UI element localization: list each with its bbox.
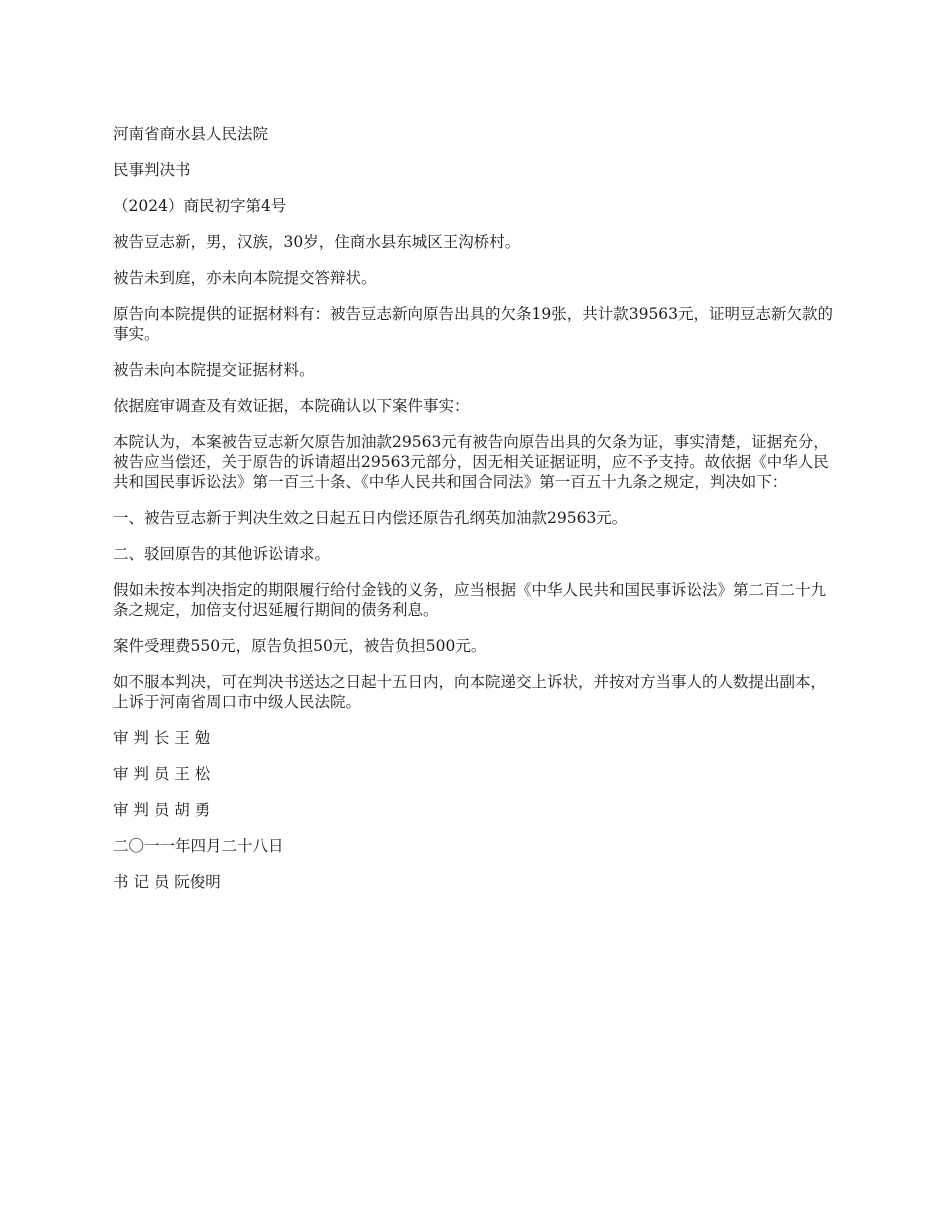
document-body [113,124,838,908]
judge-1: 审 判 员 王 松 [113,765,211,783]
plaintiff-evidence: 原告向本院提供的证据材料有：被告豆志新向原告出具的欠条19张，共计款39563元，证明豆志新欠款的事实。 [113,305,834,343]
defendant-absence: 被告未到庭，亦未向本院提交答辩状。 [113,269,377,287]
facts-intro: 依据庭审调查及有效证据，本院确认以下案件事实： [113,397,470,415]
appeal-notice: 如不服本判决，可在判决书送达之日起十五日内，向本院递交上诉状，并按对方当事人的人数提出副本，上诉于河南省周口市中级人民法院。 [113,673,827,711]
court-name: 河南省商水县人民法院 [113,125,269,143]
judge-2: 审 判 员 胡 勇 [113,801,211,819]
judgment-date: 二〇一一年四月二十八日 [113,837,284,855]
late-payment-notice: 假如未按本判决指定的期限履行给付金钱的义务，应当根据《中华人民共和国民事诉讼法》第二百二十九条之规定，加倍支付迟延履行期间的债务利息。 [113,581,827,619]
document-type: 民事判决书 [113,161,191,179]
court-clerk: 书 记 员 阮俊明 [113,873,221,891]
judgment-item-2: 二、驳回原告的其他诉讼请求。 [113,545,331,563]
judgment-item-1: 一、被告豆志新于判决生效之日起五日内偿还原告孔纲英加油款29563元。 [113,509,628,527]
case-number: （2024）商民初字第4号 [113,197,287,215]
defendant-evidence: 被告未向本院提交证据材料。 [113,361,315,379]
case-fee: 案件受理费550元，原告负担50元，被告负担500元。 [113,637,487,655]
defendant-info: 被告豆志新，男，汉族，30岁，住商水县东城区王沟桥村。 [113,233,521,251]
court-opinion: 本院认为，本案被告豆志新欠原告加油款29563元有被告向原告出具的欠条为证，事实清楚，证据充分，被告应当偿还，关于原告的诉请超出29563元部分，因无相关证据证明，应不予支持。故依据《中华人民共和国民事诉讼法》第一百三十条、《中华人民共和国合同法》第一百五十九条之规定，判决如下： [113,433,829,491]
chief-judge: 审 判 长 王 勉 [113,729,211,747]
